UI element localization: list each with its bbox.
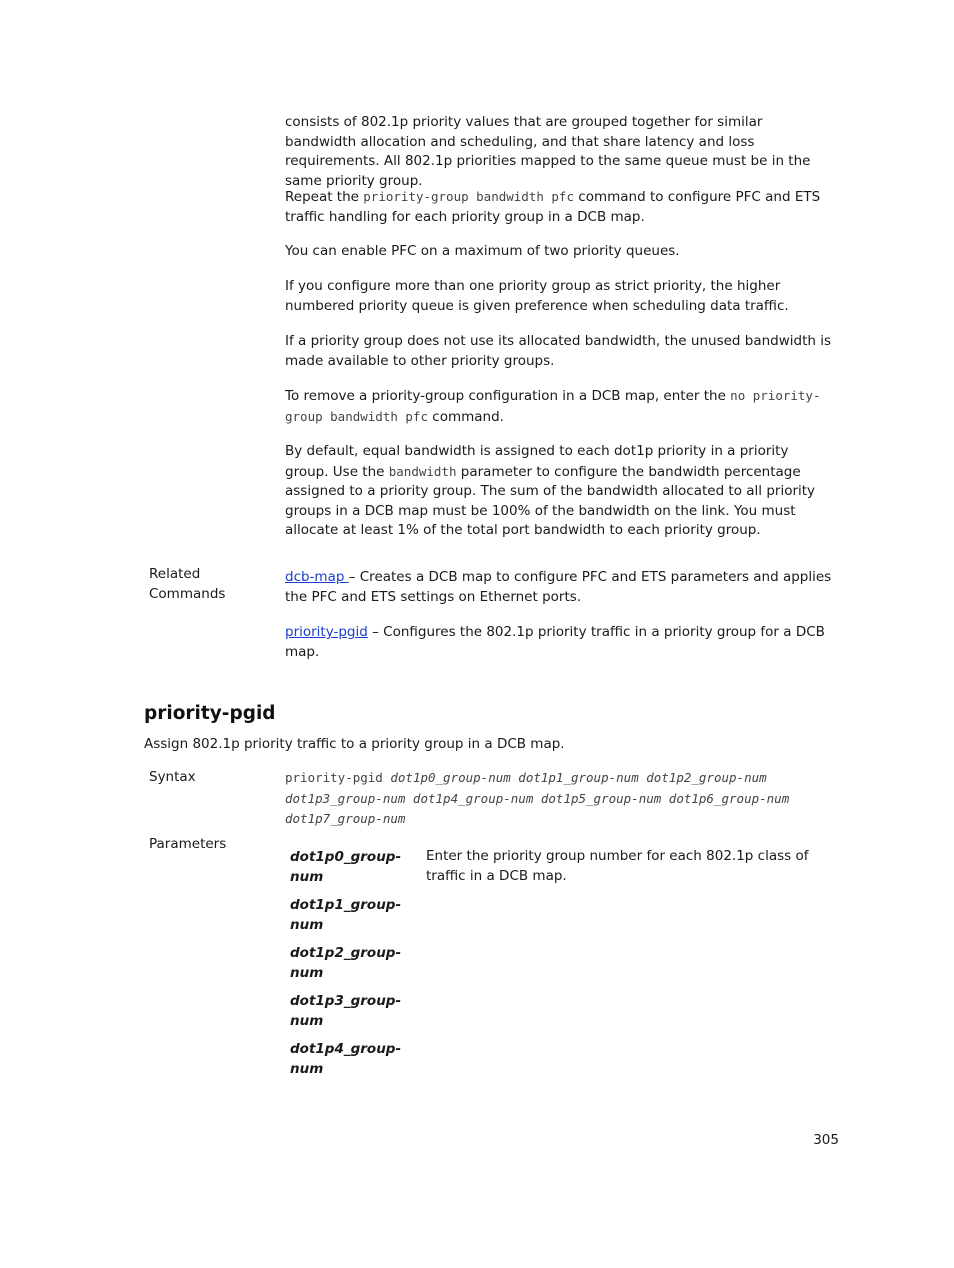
- parameter-name: dot1p2_group-: [290, 945, 402, 961]
- related-command-dcb-map: [285, 568, 833, 607]
- parameters-label: Parameters: [149, 836, 227, 852]
- label-line: Commands: [149, 585, 226, 602]
- parameter-name-suffix: num: [290, 1060, 324, 1077]
- text: To remove a priority-group configuration in a DCB map, enter the: [285, 388, 731, 404]
- paragraph-remove-config: [285, 386, 833, 427]
- inline-code: bandwidth: [388, 463, 457, 479]
- parameter-name-suffix: num: [290, 868, 324, 885]
- syntax-block: [285, 768, 825, 830]
- label-line: Related: [149, 566, 201, 582]
- parameter-name-suffix: num: [290, 916, 324, 933]
- parameter-name: dot1p4_group-: [290, 1041, 402, 1057]
- related-command-priority-pgid: [285, 623, 833, 662]
- parameter-item: [290, 896, 410, 944]
- inline-code: priority-group bandwidth pfc: [363, 189, 574, 204]
- parameter-item: [290, 1040, 410, 1088]
- parameter-name-suffix: num: [290, 1012, 324, 1029]
- paragraph-priority-values: consists of 802.1p priority values that are grouped together for similar bandwidth allocation and scheduling, and that share latency and loss requirements. All 802.1p priorities mapped to the same queue must be in the same priority group.: [285, 114, 811, 189]
- parameter-description: Enter the priority group number for each 802.1p class of traffic in a DCB map.: [426, 848, 809, 884]
- paragraph-default-bandwidth: [285, 442, 833, 541]
- paragraph-repeat-command: [285, 187, 833, 227]
- priority-pgid-link[interactable]: priority-pgid: [285, 624, 368, 640]
- related-command-description: – Configures the 802.1p priority traffic in a priority group for a DCB map.: [285, 624, 825, 660]
- syntax-label: Syntax: [149, 769, 196, 785]
- paragraph-pfc-max: You can enable PFC on a maximum of two priority queues.: [285, 243, 680, 259]
- related-command-description: – Creates a DCB map to configure PFC and ETS parameters and applies the PFC and ETS settings on Ethernet ports.: [285, 569, 832, 605]
- syntax-arguments: dot1p0_group-num dot1p1_group-num dot1p2_group-num dot1p3_group-num dot1p4_group-num dot1p5_group-num dot1p6_group-num dot1p7_group-num: [285, 770, 790, 826]
- syntax-command: priority-pgid: [285, 770, 383, 785]
- parameter-name: dot1p0_group-: [290, 849, 402, 865]
- parameter-item: [290, 992, 410, 1040]
- text: parameter to configure the bandwidth percentage assigned to a priority group. The sum of the bandwidth allocated to all priority groups in a DCB map must be 100% of the bandwidth on the link. You must allocate at least 1% of the total port bandwidth to each priority group.: [285, 463, 816, 538]
- text: command.: [428, 408, 504, 425]
- parameter-name-suffix: num: [290, 964, 324, 981]
- paragraph-strict-priority: If you configure more than one priority group as strict priority, the higher numbered priority queue is given preference when scheduling data traffic.: [285, 278, 789, 314]
- inline-code: no priority-group bandwidth pfc: [285, 388, 821, 424]
- parameter-item: [290, 848, 410, 896]
- dcb-map-link[interactable]: dcb-map: [285, 569, 349, 585]
- text: Repeat the: [285, 189, 364, 205]
- paragraph-unused-bandwidth: If a priority group does not use its allocated bandwidth, the unused bandwidth is made available to other priority groups.: [285, 333, 832, 369]
- parameter-name: dot1p1_group-: [290, 897, 402, 913]
- section-description: Assign 802.1p priority traffic to a priority group in a DCB map.: [144, 736, 565, 752]
- page-number: 305: [813, 1132, 839, 1148]
- text: By default, equal bandwidth is assigned to each dot1p priority in a priority group. Use the: [285, 443, 789, 480]
- text: command to configure PFC and ETS traffic handling for each priority group in a DCB map.: [285, 189, 821, 225]
- section-title: priority-pgid: [144, 703, 276, 724]
- parameter-item: [290, 944, 410, 992]
- parameter-list: [290, 848, 410, 1088]
- related-commands-label: [149, 565, 225, 604]
- parameter-name: dot1p3_group-: [290, 993, 402, 1009]
